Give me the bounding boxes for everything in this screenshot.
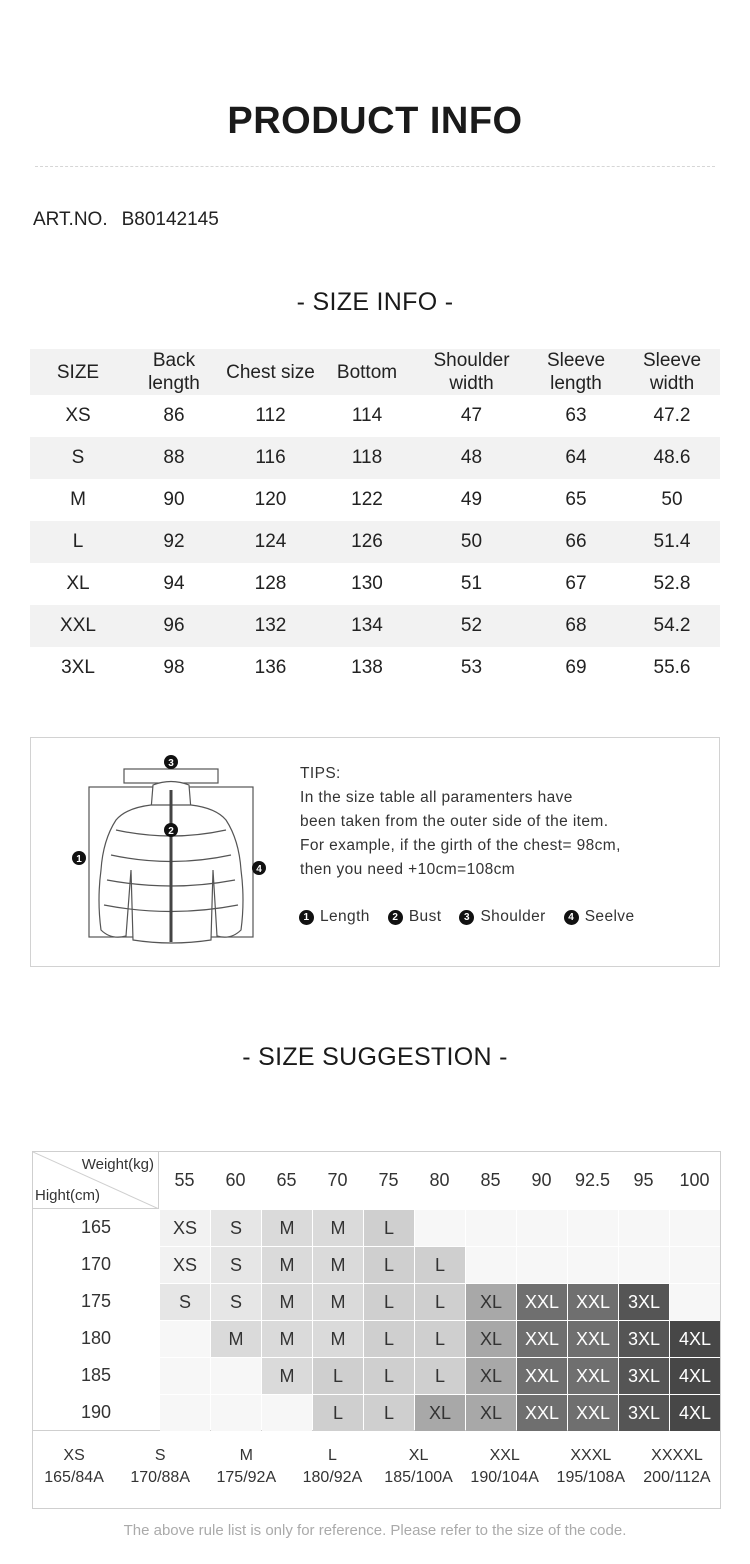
size-cell [211, 1358, 261, 1394]
size-cell [415, 1210, 465, 1246]
table-cell: 48 [460, 447, 483, 468]
size-cell [670, 1247, 720, 1283]
size-code-value: 180/92A [302, 1469, 363, 1486]
size-cell: L [364, 1247, 414, 1283]
measurement-legend [299, 908, 634, 926]
table-row [30, 605, 720, 647]
table-cell: 66 [565, 531, 587, 552]
article-number-label: ART.NO. [33, 209, 108, 230]
size-code-entry [546, 1445, 636, 1489]
column-header-line: Sleeve [546, 350, 606, 371]
weight-header: 92.5 [574, 1170, 611, 1190]
size-cell: 3XL [619, 1284, 669, 1320]
table-cell: XL [66, 573, 90, 594]
size-code-size: L [327, 1447, 337, 1464]
size-cell [517, 1210, 567, 1246]
tips-line: been taken from the outer side of the item. [300, 813, 609, 830]
size-info-table [30, 349, 720, 689]
grid-corner-header [33, 1152, 159, 1209]
table-cell: 69 [565, 657, 587, 678]
table-cell: 124 [254, 531, 287, 552]
weight-header: 70 [327, 1170, 348, 1190]
table-cell: 51.4 [653, 531, 691, 552]
table-cell: 96 [163, 615, 185, 636]
size-code-entry [460, 1445, 550, 1489]
table-cell: L [72, 531, 84, 552]
size-cell: M [262, 1321, 312, 1357]
height-header: 180 [80, 1328, 112, 1348]
size-cell: S [211, 1210, 261, 1246]
size-cell [670, 1210, 720, 1246]
column-header-line: SIZE [56, 361, 100, 383]
column-header-line: length [148, 373, 200, 394]
table-cell: 63 [565, 405, 587, 426]
size-cell: S [211, 1247, 261, 1283]
size-code-size: XL [408, 1447, 429, 1464]
size-table-header [30, 349, 720, 395]
tips-line: In the size table all paramenters have [300, 789, 573, 806]
table-cell: 47.2 [653, 405, 691, 426]
svg-text:2: 2 [168, 826, 174, 837]
size-cell: XL [466, 1358, 516, 1394]
size-cell: XXL [517, 1321, 567, 1357]
table-cell: 90 [163, 489, 185, 510]
size-cell: L [364, 1210, 414, 1246]
table-cell: 52 [460, 615, 483, 636]
size-cell: L [364, 1395, 414, 1431]
table-cell: 130 [351, 573, 383, 594]
column-header [624, 349, 720, 395]
size-code-size: XXXL [570, 1447, 612, 1464]
size-code-size: S [154, 1447, 166, 1464]
size-cell: 4XL [670, 1395, 720, 1431]
size-cell [262, 1395, 312, 1431]
table-cell: 51 [460, 573, 483, 594]
size-cell [160, 1395, 210, 1431]
table-cell: XS [65, 405, 91, 426]
weight-header: 65 [276, 1170, 297, 1190]
size-cell: XS [160, 1210, 210, 1246]
size-code-value: 200/112A [643, 1469, 711, 1486]
table-cell: 3XL [61, 657, 95, 678]
column-header-line: Shoulder [433, 350, 510, 371]
size-cell: 3XL [619, 1321, 669, 1357]
size-cell: XXL [517, 1358, 567, 1394]
size-cell: XL [415, 1395, 465, 1431]
size-code-size: XXL [489, 1447, 520, 1464]
table-cell: 68 [565, 615, 587, 636]
column-header-line: width [449, 373, 494, 394]
legend-label: Bust [408, 908, 442, 925]
size-code-value: 195/108A [556, 1469, 626, 1486]
number-3-icon: 3 [459, 910, 474, 925]
size-cell: M [262, 1284, 312, 1320]
size-cell: XS [160, 1247, 210, 1283]
table-cell: 136 [254, 657, 287, 678]
marker-4-icon [252, 861, 266, 875]
article-number-value: B80142145 [121, 209, 219, 230]
size-code-entry [201, 1445, 291, 1489]
table-row [30, 479, 720, 521]
svg-text:1: 1 [76, 854, 82, 865]
size-cell [619, 1210, 669, 1246]
size-cell: L [364, 1321, 414, 1357]
size-cell: XL [466, 1284, 516, 1320]
size-cell [670, 1284, 720, 1320]
table-cell: 138 [351, 657, 383, 678]
column-header [528, 349, 624, 395]
marker-3-icon [164, 755, 178, 769]
table-cell: 65 [565, 489, 587, 510]
table-cell: 50 [661, 489, 683, 510]
size-code-value: 190/104A [470, 1469, 539, 1486]
size-code-value: 170/88A [130, 1469, 190, 1486]
size-cell: M [313, 1321, 363, 1357]
size-code-size: XXXXL [651, 1447, 703, 1464]
weight-header: 75 [378, 1170, 399, 1190]
size-cell: XXL [568, 1321, 618, 1357]
table-cell: 64 [565, 447, 587, 468]
size-cell: 4XL [670, 1358, 720, 1394]
size-cell: M [262, 1358, 312, 1394]
size-cell: L [415, 1284, 465, 1320]
size-cell: XXL [568, 1395, 618, 1431]
marker-1-icon [72, 851, 86, 865]
table-cell: 92 [163, 531, 185, 552]
tips-line: then you need +10cm=108cm [300, 861, 516, 878]
table-cell: S [71, 447, 85, 468]
column-header-line: length [550, 373, 602, 394]
size-cell: XXL [568, 1358, 618, 1394]
size-cell: L [313, 1358, 363, 1394]
column-header [126, 349, 222, 395]
size-cell [160, 1321, 210, 1357]
size-code-map [32, 1431, 721, 1509]
size-cell: L [415, 1247, 465, 1283]
legend-shoulder [459, 908, 545, 926]
table-cell: 88 [163, 447, 185, 468]
weight-header: 90 [531, 1170, 552, 1190]
size-suggestion-heading: - SIZE SUGGESTION - [242, 1043, 508, 1071]
size-cell [466, 1210, 516, 1246]
table-cell: 134 [351, 615, 383, 636]
size-cell: S [160, 1284, 210, 1320]
size-cell: L [415, 1358, 465, 1394]
measurement-tips-box [30, 737, 720, 967]
table-cell: 49 [460, 489, 483, 510]
number-4-icon: 4 [564, 910, 579, 925]
size-code-entry [374, 1445, 464, 1489]
size-cell: L [313, 1395, 363, 1431]
size-cell: XL [466, 1321, 516, 1357]
size-cell: L [415, 1321, 465, 1357]
table-row [30, 563, 720, 605]
size-cell: XXL [517, 1284, 567, 1320]
reference-note: The above rule list is only for reference. Please refer to the size of the code. [123, 1522, 627, 1539]
table-cell: 48.6 [653, 447, 691, 468]
weight-header: 100 [679, 1170, 710, 1190]
tips-line: For example, if the girth of the chest= 98cm, [300, 837, 621, 854]
height-axis-label: Hight(cm) [35, 1187, 101, 1204]
size-cell [211, 1395, 261, 1431]
size-cell: L [364, 1358, 414, 1394]
weight-header: 95 [633, 1170, 654, 1190]
size-cell: 3XL [619, 1358, 669, 1394]
table-cell: 50 [460, 531, 483, 552]
number-2-icon: 2 [388, 910, 403, 925]
table-row [30, 437, 720, 479]
size-cell [517, 1247, 567, 1283]
svg-text:3: 3 [168, 758, 174, 769]
size-cell [466, 1247, 516, 1283]
size-cell [568, 1210, 618, 1246]
column-header-line: Bottom [336, 361, 398, 383]
size-code-entry [29, 1445, 119, 1489]
table-cell: 47 [460, 405, 483, 426]
size-cell: M [211, 1321, 261, 1357]
table-cell: 132 [254, 615, 287, 636]
size-cell [160, 1358, 210, 1394]
table-cell: 120 [254, 489, 287, 510]
column-header [30, 349, 126, 395]
table-cell: 55.6 [653, 657, 691, 678]
size-cell: M [262, 1210, 312, 1246]
table-cell: 118 [351, 447, 383, 468]
svg-text:4: 4 [256, 864, 262, 875]
size-code-value: 165/84A [44, 1469, 104, 1486]
size-code-entry [115, 1445, 205, 1489]
height-header: 165 [80, 1217, 112, 1237]
column-header [319, 349, 415, 395]
column-header [222, 349, 319, 395]
size-cell: S [211, 1284, 261, 1320]
column-header-line: width [649, 373, 695, 394]
legend-sleeve [564, 908, 635, 926]
size-code-entry [632, 1445, 722, 1489]
table-cell: 52.8 [653, 573, 691, 594]
table-cell: 126 [351, 531, 383, 552]
table-cell: 86 [163, 405, 185, 426]
table-cell: 53 [460, 657, 483, 678]
size-cell: XL [466, 1395, 516, 1431]
size-cell: M [313, 1247, 363, 1283]
legend-label: Length [320, 908, 370, 925]
table-row [30, 395, 720, 437]
weight-axis-label: Weight(kg) [81, 1156, 154, 1173]
table-cell: 128 [254, 573, 287, 594]
table-cell: M [70, 489, 86, 510]
table-cell: 122 [351, 489, 383, 510]
size-code-size: M [239, 1447, 253, 1464]
table-cell: 67 [565, 573, 587, 594]
table-row [30, 647, 720, 689]
height-header: 175 [80, 1291, 112, 1311]
legend-length [299, 908, 370, 926]
size-cell [619, 1247, 669, 1283]
size-code-entry [287, 1445, 377, 1489]
tips-text [300, 762, 621, 882]
column-header-line: Chest size [226, 361, 315, 383]
size-code-size: XS [63, 1447, 85, 1464]
size-cell: M [313, 1284, 363, 1320]
tips-line: TIPS: [300, 765, 341, 782]
size-cell: 3XL [619, 1395, 669, 1431]
legend-label: Seelve [584, 908, 635, 925]
size-suggestion-grid [32, 1151, 721, 1431]
height-header: 185 [80, 1365, 112, 1385]
size-code-value: 185/100A [384, 1469, 453, 1486]
table-cell: 112 [255, 405, 286, 426]
title-divider [35, 166, 715, 167]
legend-bust [388, 908, 442, 926]
weight-header: 60 [225, 1170, 246, 1190]
table-row [30, 521, 720, 563]
column-header [415, 349, 528, 395]
weight-header: 80 [429, 1170, 450, 1190]
table-cell: 116 [255, 447, 286, 468]
article-number [33, 209, 219, 231]
column-header-line: Back [152, 350, 196, 371]
number-1-icon: 1 [299, 910, 314, 925]
jacket-diagram [71, 750, 271, 950]
weight-header: 85 [480, 1170, 501, 1190]
size-code-value: 175/92A [216, 1469, 277, 1486]
size-cell: M [262, 1247, 312, 1283]
size-cell: M [313, 1210, 363, 1246]
table-cell: 114 [351, 405, 383, 426]
size-cell: XXL [568, 1284, 618, 1320]
size-cell: 4XL [670, 1321, 720, 1357]
legend-label: Shoulder [480, 908, 546, 925]
size-cell: L [364, 1284, 414, 1320]
height-header: 190 [80, 1402, 112, 1422]
table-cell: XXL [60, 615, 96, 636]
page-title: PRODUCT INFO [227, 100, 523, 142]
column-header-line: Sleeve [642, 350, 702, 371]
marker-2-icon [164, 823, 178, 837]
size-cell: XXL [517, 1395, 567, 1431]
weight-header: 55 [174, 1170, 195, 1190]
table-cell: 94 [163, 573, 185, 594]
table-cell: 98 [163, 657, 185, 678]
size-cell [568, 1247, 618, 1283]
size-info-heading: - SIZE INFO - [296, 288, 454, 316]
table-cell: 54.2 [653, 615, 691, 636]
height-header: 170 [80, 1254, 112, 1274]
